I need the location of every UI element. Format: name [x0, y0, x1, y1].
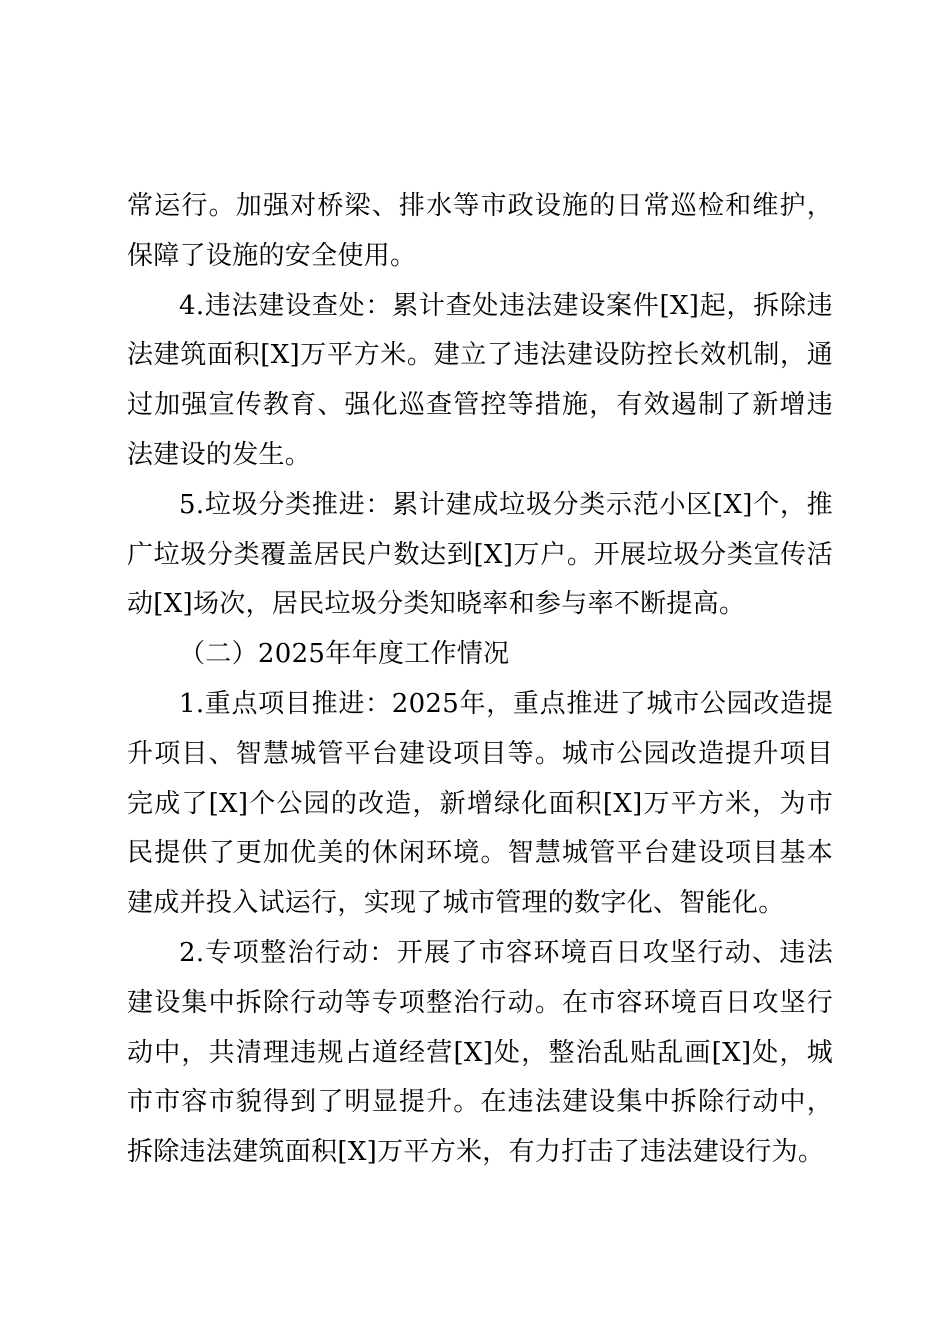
paragraph-key-projects: 1.重点项目推进：2025年，重点推进了城市公园改造提升项目、智慧城管平台建设项目等。城市公园改造提升项目完成了[X]个公园的改造，新增绿化面积[X]万平方米，为市民提供了更加优美的休闲环境。智慧城管平台建设项目基本建成并投入试运行，实现了城市管理的数字化、智能化。: [127, 688, 833, 919]
paragraph-continuation: 常运行。加强对桥梁、排水等市政设施的日常巡检和维护，保障了设施的安全使用。: [127, 191, 833, 271]
paragraph-illegal-construction: 4.违法建设查处：累计查处违法建设案件[X]起，拆除违法建筑面积[X]万平方米。建立了违法建设防控长效机制，通过加强宣传教育、强化巡查管控等措施，有效遏制了新增违法建设的发生。: [127, 290, 833, 470]
document-body: [127, 182, 833, 1178]
section-heading: （二）2025年年度工作情况: [179, 639, 510, 670]
paragraph-waste-sorting: 5.垃圾分类推进：累计建成垃圾分类示范小区[X]个，推广垃圾分类覆盖居民户数达到[X]万户。开展垃圾分类宣传活动[X]场次，居民垃圾分类知晓率和参与率不断提高。: [127, 489, 833, 620]
paragraph-special-campaigns: 2.专项整治行动：开展了市容环境百日攻坚行动、违法建设集中拆除行动等专项整治行动。在市容环境百日攻坚行动中，共清理违规占道经营[X]处，整治乱贴乱画[X]处，城市市容市貌得到了明显提升。在违法建设集中拆除行动中，拆除违法建筑面积[X]万平方米，有力打击了违法建设行为。: [127, 937, 833, 1168]
